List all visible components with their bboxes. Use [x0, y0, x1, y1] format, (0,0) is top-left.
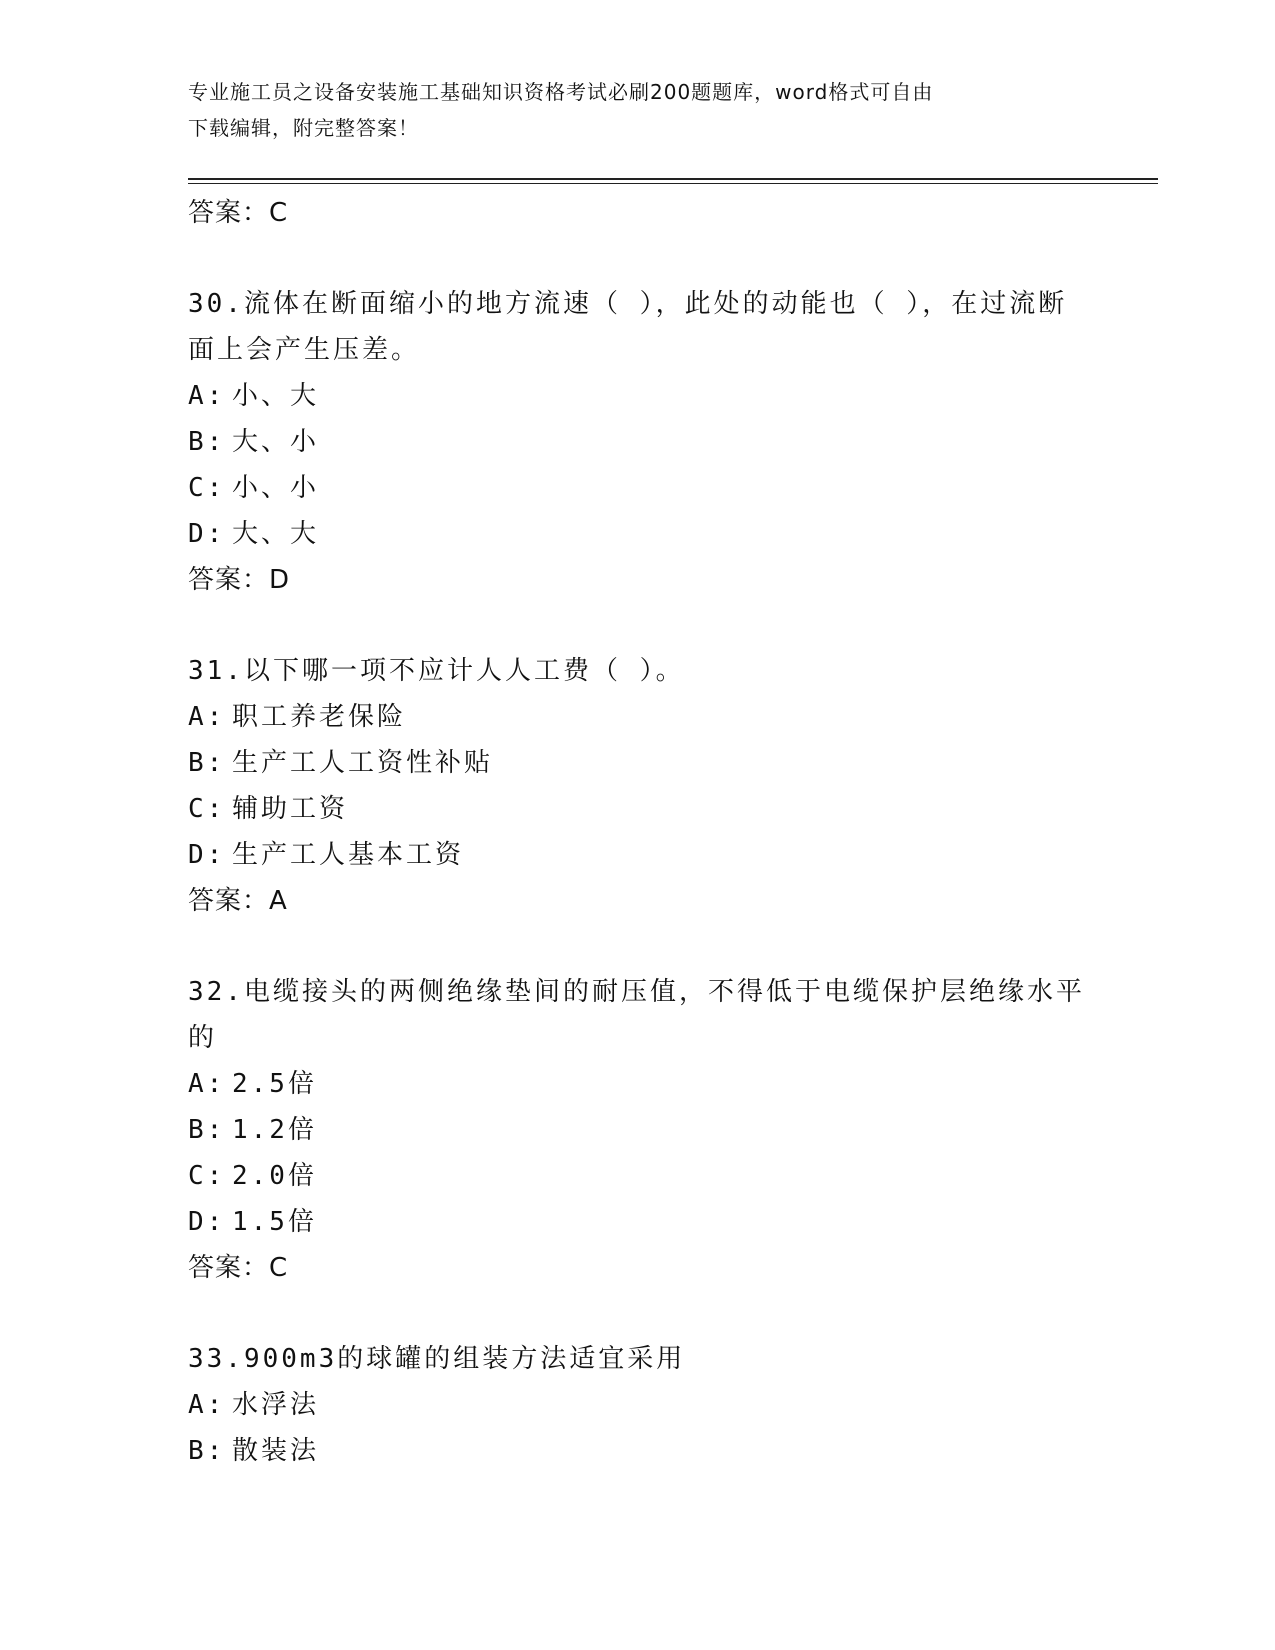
answer-prefix: 答案： — [188, 565, 270, 595]
option-d — [188, 1199, 1088, 1245]
option-text: 职工养老保险 — [232, 702, 407, 732]
question-text-line-1: 31.以下哪一项不应计人人工费（ ）。 — [188, 656, 685, 686]
option-b — [188, 419, 1088, 465]
option-c — [188, 1153, 1088, 1199]
spacer — [188, 1291, 1088, 1336]
question-text-line-1: 33.900m3的球罐的组装方法适宜采用 — [188, 1344, 686, 1374]
question-block-33 — [188, 1336, 1088, 1474]
header-divider-thick — [188, 178, 1158, 180]
answer-value: C — [269, 198, 289, 228]
option-text: 散装法 — [232, 1436, 320, 1466]
option-text: 2.5倍 — [232, 1069, 317, 1099]
question-list — [188, 190, 1088, 1474]
question-text-line-2: 的 — [188, 1023, 218, 1053]
option-label: A: — [188, 702, 226, 732]
option-text: 大、小 — [232, 427, 320, 457]
header-line-2: 下载编辑，附完整答案！ — [188, 116, 419, 140]
option-label: C: — [188, 794, 226, 824]
question-block-31 — [188, 648, 1088, 924]
option-label: B: — [188, 427, 226, 457]
question-text-line-1: 30.流体在断面缩小的地方流速（ ），此处的动能也（ ），在过流断 — [188, 289, 1068, 319]
option-text: 1.5倍 — [232, 1207, 317, 1237]
option-b — [188, 1107, 1088, 1153]
header-divider-thin — [188, 183, 1158, 184]
answer-line — [188, 190, 1088, 236]
option-label: D: — [188, 1207, 226, 1237]
option-text: 生产工人工资性补贴 — [232, 748, 494, 778]
answer-prefix: 答案： — [188, 886, 270, 916]
answer-prefix: 答案： — [188, 198, 270, 228]
option-label: A: — [188, 381, 226, 411]
answer-value: A — [269, 886, 288, 916]
option-c — [188, 786, 1088, 832]
option-text: 小、大 — [232, 381, 320, 411]
header-line-1: 专业施工员之设备安装施工基础知识资格考试必刷200题题库，word格式可自由 — [188, 80, 934, 104]
spacer — [188, 236, 1088, 281]
option-label: C: — [188, 473, 226, 503]
question-text-line-1: 32.电缆接头的两侧绝缘垫间的耐压值，不得低于电缆保护层绝缘水平 — [188, 977, 1085, 1007]
document-header — [188, 74, 1068, 146]
option-label: A: — [188, 1069, 226, 1099]
option-text: 辅助工资 — [232, 794, 349, 824]
option-text: 大、大 — [232, 519, 320, 549]
spacer — [188, 603, 1088, 648]
option-c — [188, 465, 1088, 511]
question-block-30 — [188, 281, 1088, 603]
option-text: 生产工人基本工资 — [232, 840, 465, 870]
option-label: B: — [188, 748, 226, 778]
option-d — [188, 832, 1088, 878]
option-label: C: — [188, 1161, 226, 1191]
option-a — [188, 694, 1088, 740]
option-b — [188, 1428, 1088, 1474]
answer-line — [188, 557, 1088, 603]
option-text: 水浮法 — [232, 1390, 320, 1420]
answer-value: D — [269, 565, 291, 595]
option-b — [188, 740, 1088, 786]
answer-line — [188, 1245, 1088, 1291]
option-text: 1.2倍 — [232, 1115, 317, 1145]
question-text-line-2: 面上会产生压差。 — [188, 335, 421, 365]
option-label: D: — [188, 519, 226, 549]
option-label: B: — [188, 1115, 226, 1145]
option-text: 小、小 — [232, 473, 320, 503]
answer-value: C — [269, 1253, 289, 1283]
option-d — [188, 511, 1088, 557]
option-label: D: — [188, 840, 226, 870]
option-label: A: — [188, 1390, 226, 1420]
option-text: 2.0倍 — [232, 1161, 317, 1191]
answer-prefix: 答案： — [188, 1253, 270, 1283]
question-block-32 — [188, 969, 1088, 1291]
option-a — [188, 1382, 1088, 1428]
spacer — [188, 924, 1088, 969]
option-a — [188, 1061, 1088, 1107]
answer-line — [188, 878, 1088, 924]
option-label: B: — [188, 1436, 226, 1466]
option-a — [188, 373, 1088, 419]
